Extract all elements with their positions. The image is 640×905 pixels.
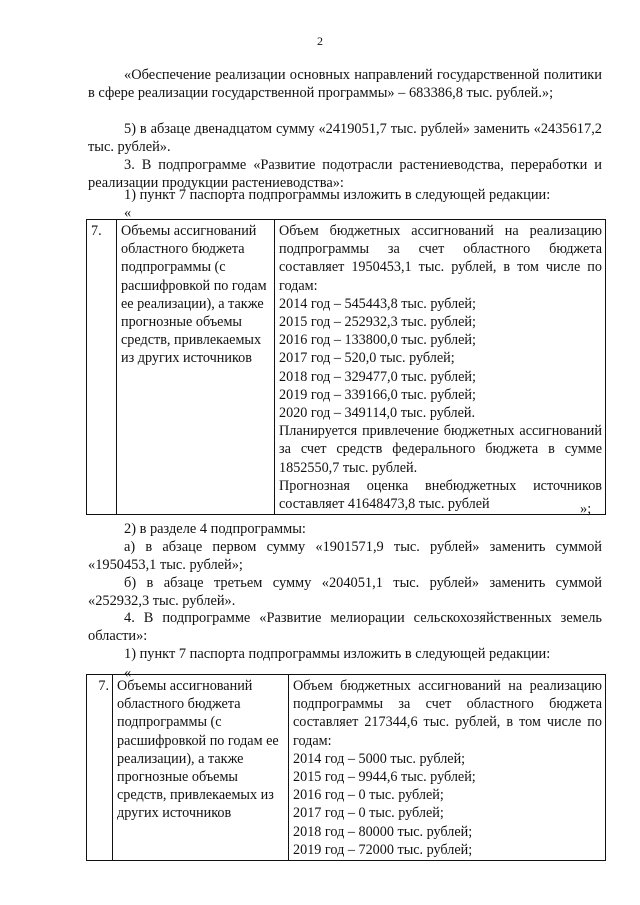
extra-budgetary-estimate: Прогнозная оценка внебюджетных источников составляет 41648473,8 тыс. рублей: [279, 477, 602, 513]
page-number: 2: [317, 34, 323, 48]
funding-intro: Объем бюджетных ассигнований на реализацию подпрограммы за счет областного бюджета составляет 1950453,1 тыс. рублей, в том числе по годам:: [279, 223, 602, 294]
paragraph-item-5: 5) в абзаце двенадцатом сумму «2419051,7 тыс. рублей» заменить «2435617,2 тыс. рублей».: [88, 121, 602, 155]
paragraph-item-b: б) в абзаце третьем сумму «204051,1 тыс. рублей» заменить суммой «252932,3 тыс. рублей».: [88, 575, 602, 609]
open-quote: «: [124, 205, 132, 221]
close-quote: »;: [580, 501, 592, 517]
paragraph-item-1-passport-2: 1) пункт 7 паспорта подпрограммы изложить в следующей редакции:: [124, 646, 551, 662]
funding-intro: Объем бюджетных ассигнований на реализацию подпрограммы за счет областного бюджета составляет 217344,6 тыс. рублей, в том числе по годам:: [293, 678, 602, 749]
year-line: 2014 год – 5000 тыс. рублей;: [293, 750, 466, 767]
paragraph-item-2: 2) в разделе 4 подпрограммы:: [124, 521, 306, 537]
paragraph-section-4: 4. В подпрограмме «Развитие мелиорации сельскохозяйственных земель области»:: [88, 610, 602, 644]
paragraph-item-1-passport: 1) пункт 7 паспорта подпрограммы изложить в следующей редакции:: [124, 187, 551, 203]
year-line: 2019 год – 339166,0 тыс. рублей;: [279, 386, 476, 403]
year-line: 2015 год – 252932,3 тыс. рублей;: [279, 314, 476, 331]
funding-label-cell: Объемы ассигнований областного бюджета подпрограммы (с расшифровкой по годам ее реализации), а также прогнозные объемы средств, привлекаемых из других источников: [117, 220, 275, 515]
year-line: 2020 год – 349114,0 тыс. рублей.: [279, 405, 476, 422]
federal-funding: Планируется привлечение бюджетных ассигнований за счет средств федерального бюджета в сумме 1852550,7 тыс. рублей.: [279, 423, 602, 476]
open-quote: «: [124, 665, 132, 681]
funding-value-cell: [289, 675, 606, 861]
row-number: 7.: [87, 220, 117, 515]
year-line: 2019 год – 72000 тыс. рублей;: [293, 841, 473, 858]
year-line: 2015 год – 9944,6 тыс. рублей;: [293, 769, 476, 786]
passport-table-crop: [86, 219, 606, 515]
year-line: 2016 год – 133800,0 тыс. рублей;: [279, 332, 476, 349]
year-line: 2014 год – 545443,8 тыс. рублей;: [279, 295, 476, 312]
year-line: 2017 год – 0 тыс. рублей;: [293, 805, 444, 822]
year-line: 2017 год – 520,0 тыс. рублей;: [279, 350, 455, 367]
year-line: 2016 год – 0 тыс. рублей;: [293, 787, 444, 804]
year-line: 2018 год – 80000 тыс. рублей;: [293, 823, 473, 840]
paragraph-program-support: «Обеспечение реализации основных направлений государственной политики в сфере реализации государственной программы» – 683386,8 тыс. рублей.»;: [88, 67, 602, 101]
paragraph-item-a: а) в абзаце первом сумму «1901571,9 тыс. рублей» заменить суммой «1950453,1 тыс. рублей»;: [88, 539, 602, 573]
row-number: 7.: [87, 675, 113, 861]
funding-label-cell: Объемы ассигнований областного бюджета подпрограммы (с расшифровкой по годам ее реализации), а также прогнозные объемы средств, привлекаемых из других источников: [113, 675, 289, 861]
funding-value-cell: [275, 220, 606, 515]
table-row: [87, 675, 606, 861]
passport-table-melioration: [86, 674, 606, 861]
table-row: [87, 220, 606, 515]
year-line: 2018 год – 329477,0 тыс. рублей;: [279, 368, 476, 385]
paragraph-section-3: 3. В подпрограмме «Развитие подотрасли растениеводства, переработки и реализации продукции растениеводства»:: [88, 157, 602, 191]
